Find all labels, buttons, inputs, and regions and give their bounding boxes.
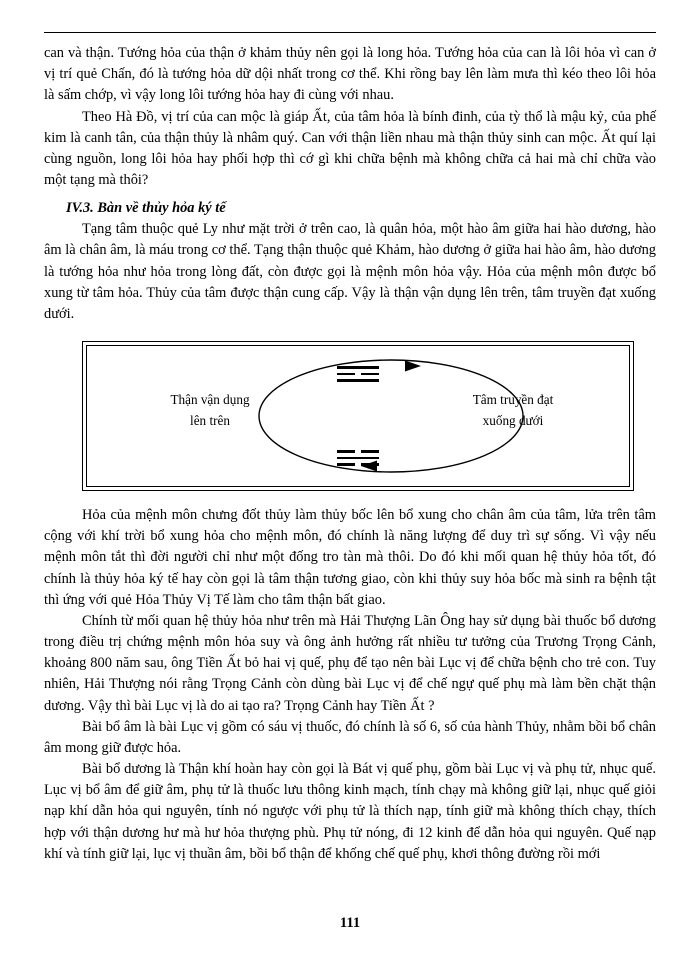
- figure-inner-border: [86, 345, 630, 487]
- paragraph-5: Chính từ mối quan hệ thủy hỏa như trên mà Hải Thượng Lãn Ông hay sử dụng bài thuốc bổ dương trong điều trị chứng mệnh môn hỏa suy và ông ảnh hưởng rất nhiều tư tưởng của Trương Trọng Cảnh, khoảng 800 năm sau, ông Tiền Ất bỏ hai vị quế, phụ để tạo nên bài Lục vị để chữa bệnh cho trẻ con. Tuy nhiên, Hải Thượng nói rằng Trọng Cảnh còn dùng bài Lục vị để chế ngự quế phụ mà làm bền chặt thận dương. Vậy thì bài Lục vị là do ai tạo ra? Trọng Cảnh hay Tiền Ất ?: [44, 612, 656, 714]
- trigram-line-solid: [337, 366, 379, 368]
- figure-label-left-line2: lên trên: [190, 412, 230, 428]
- section-heading: IV.3. Bàn về thủy hỏa ký tế: [66, 200, 226, 217]
- paragraph-4: Hỏa của mệnh môn chưng đốt thủy làm thủy bốc lên bổ xung cho chân âm của tâm, lửa trên tâm cộng với khí trời bổ xung hỏa cho mệnh môn, đó chính là năng lượng để duy trì sự sống. Vì vậy nếu mệnh môn tắt thì đời người chỉ như một đống tro tàn mà thôi. Do đó khi mối quan hệ thủy hỏa tốt, đó chính là thủy hỏa ký tế hay còn gọi là tâm thận tương giao, còn khi thủy suy hỏa bốc mà sinh ra bệnh tật thì ứng với quẻ Hỏa Thủy Vị Tế làm cho tâm thận bất giao.: [44, 507, 656, 608]
- trigram-ly: [337, 362, 379, 386]
- paragraph-1: can và thận. Tướng hỏa của thận ở khảm thủy nên gọi là long hỏa. Tướng hỏa của can là lôi hỏa vì can ở vị trí quẻ Chấn, đó là tướng hỏa dữ dội nhất trong cơ thể. Khi rồng bay lên làm mưa thì kéo theo lôi hỏa là sấm chớp, vì vậy long lôi tướng hỏa hay đi cùng với nhau.: [44, 45, 656, 104]
- figure-thuy-hoa-ky-te: [82, 341, 634, 491]
- trigram-line-broken: [337, 373, 379, 375]
- paragraph-7: Bài bổ dương là Thận khí hoàn hay còn gọi là Bát vị quế phụ, gồm bài Lục vị và phụ tử, nhục quế. Lục vị bổ âm để giữ âm, phụ tử là thuốc lưu thông kinh mạch, tính chạy mà không giữ lại, nhục quế giỏi nạp khí dẫn hỏa qui nguyên, tính nó ngược với phụ tử là thích nạp, tính giữ mà không thích chạy, thích hợp với thận dương hư mà hư hỏa thượng phù. Phụ tử nóng, đi 12 kinh để dẫn hỏa qui nguyên. Quế nạp khí và tính giữ lại, lục vị thuần âm, bồi bổ thận để khống chế quế phụ, khơi thông đường rồi mới: [44, 761, 656, 862]
- trigram-line-broken: [337, 463, 379, 465]
- page-number: 111: [339, 915, 361, 931]
- figure-label-right-line1: Tâm truyền đạt: [472, 392, 554, 408]
- trigram-line-solid: [337, 457, 379, 459]
- trigram-kham: [337, 446, 379, 470]
- figure-label-left-line1: Thận vận dụng: [170, 392, 250, 408]
- paragraph-6: Bài bổ âm là bài Lục vị gồm có sáu vị thuốc, đó chính là số 6, số của hành Thủy, nhằm bồi bổ chân âm mong giữ được hỏa.: [44, 718, 656, 756]
- trigram-line-solid: [337, 379, 379, 381]
- paragraph-3: Tạng tâm thuộc quẻ Ly như mặt trời ở trên cao, là quân hỏa, một hào âm giữa hai hào dương, hào âm là chân âm, là máu trong cơ thể. Tạng thận thuộc quẻ Khảm, hào dương ở giữa hai hào âm, hào dương là tướng hỏa như hỏa trong lòng đất, còn được gọi là mệnh môn hỏa vậy. Hỏa của mệnh môn được bổ xung từ tâm hỏa. Thủy của tâm được thận cung cấp. Vậy là thận vận dụng lên trên, tâm truyền đạt xuống dưới.: [44, 221, 656, 322]
- trigram-line-broken: [337, 450, 379, 452]
- paragraph-2: Theo Hà Đồ, vị trí của can mộc là giáp Ất, của tâm hỏa là bính đinh, của tỳ thổ là mậu kỷ, của phế kim là canh tân, của thận thủy là nhâm quý. Can với thận liền nhau mà thận thủy sinh can mộc. Ất quí lại cùng nguồn, long lôi hỏa hay phối hợp thì cớ gì khi chữa bệnh mà không chữa cả hai mà chỉ chữa vào một tạng mà thôi?: [44, 108, 656, 189]
- figure-label-right-line2: xuống dưới: [482, 412, 544, 428]
- header-rule: [44, 32, 656, 33]
- figure-label-right: [433, 390, 593, 431]
- figure-label-left: [135, 390, 285, 431]
